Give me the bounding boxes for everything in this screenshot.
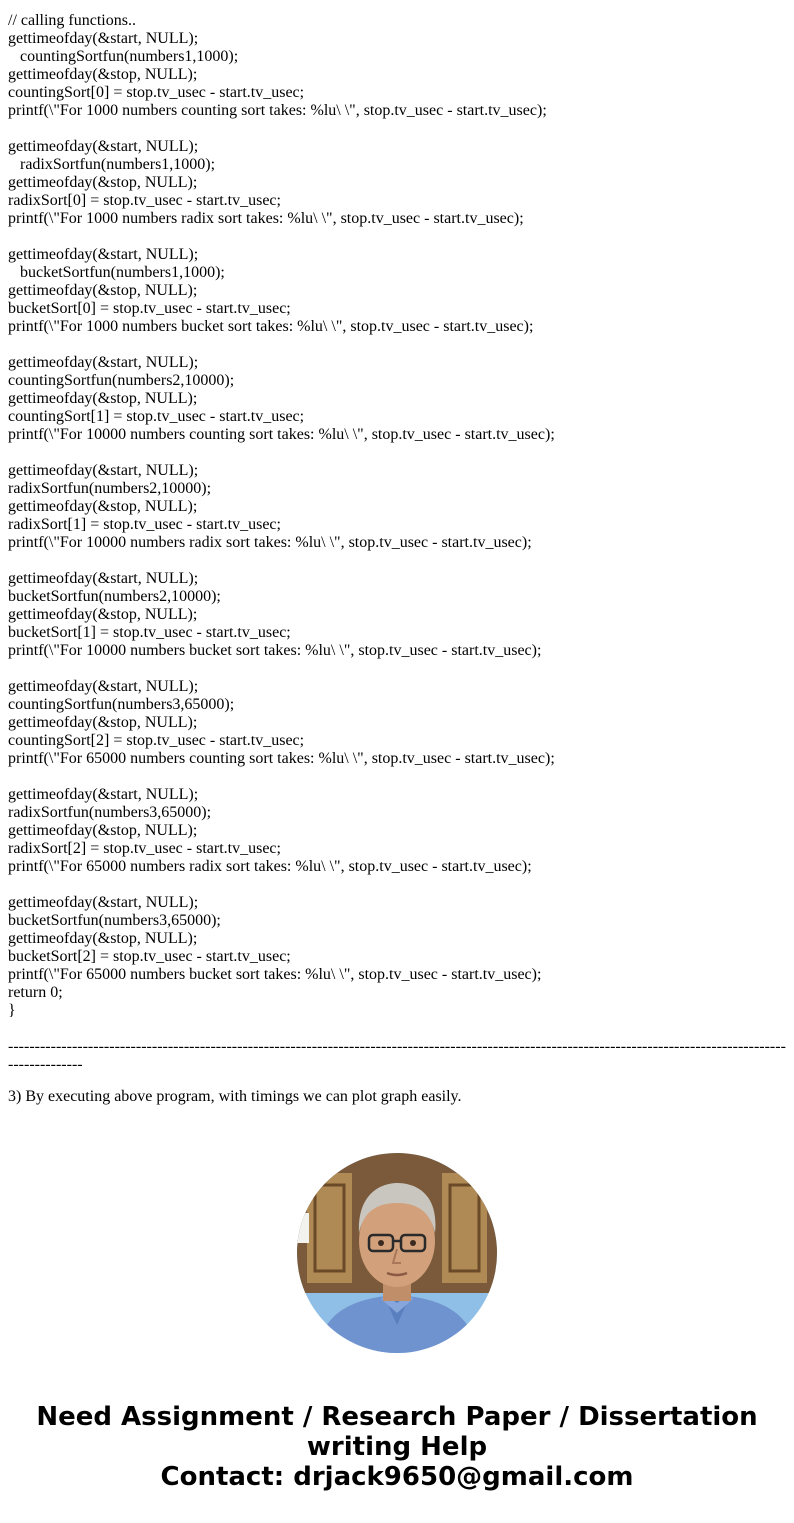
author-photo-svg (297, 1153, 497, 1353)
code-line (8, 228, 786, 246)
author-photo-icon (297, 1153, 497, 1353)
code-line: radixSort[1] = stop.tv_usec - start.tv_usec; (8, 516, 281, 533)
code-listing (8, 12, 786, 1020)
code-line: radixSortfun(numbers1,1000); (8, 156, 216, 173)
code-line: gettimeofday(&stop, NULL); (8, 174, 198, 191)
code-line: gettimeofday(&start, NULL); (8, 354, 199, 371)
code-line: printf(\"For 10000 numbers bucket sort takes: %lu\ \", stop.tv_usec - start.tv_usec); (8, 642, 542, 659)
code-line (8, 120, 786, 138)
code-line: gettimeofday(&stop, NULL); (8, 606, 198, 623)
code-line: bucketSort[1] = stop.tv_usec - start.tv_usec; (8, 624, 291, 641)
code-line: countingSort[0] = stop.tv_usec - start.tv_usec; (8, 84, 305, 101)
banner-contact: Contact: drjack9650@gmail.com (160, 1462, 634, 1492)
code-line (8, 876, 786, 894)
code-line (8, 768, 786, 786)
code-line: printf(\"For 65000 numbers bucket sort takes: %lu\ \", stop.tv_usec - start.tv_usec); (8, 966, 542, 983)
code-line (8, 660, 786, 678)
code-line: return 0; (8, 984, 63, 1001)
code-line: printf(\"For 1000 numbers counting sort takes: %lu\ \", stop.tv_usec - start.tv_usec); (8, 102, 547, 119)
code-line: radixSortfun(numbers2,10000); (8, 480, 212, 497)
code-line: } (8, 1002, 16, 1019)
code-line: printf(\"For 65000 numbers counting sort takes: %lu\ \", stop.tv_usec - start.tv_usec); (8, 750, 555, 767)
code-line: printf(\"For 65000 numbers radix sort takes: %lu\ \", stop.tv_usec - start.tv_usec); (8, 858, 532, 875)
code-line: gettimeofday(&start, NULL); (8, 786, 199, 803)
code-line: gettimeofday(&stop, NULL); (8, 498, 198, 515)
code-line: bucketSortfun(numbers2,10000); (8, 588, 221, 605)
code-line: printf(\"For 10000 numbers counting sort takes: %lu\ \", stop.tv_usec - start.tv_usec); (8, 426, 555, 443)
code-line: radixSort[2] = stop.tv_usec - start.tv_usec; (8, 840, 281, 857)
code-line: gettimeofday(&start, NULL); (8, 30, 199, 47)
promo-banner (0, 1402, 794, 1492)
banner-line-1: Need Assignment / Research Paper / Dissertation (36, 1402, 758, 1432)
code-line: gettimeofday(&stop, NULL); (8, 822, 198, 839)
code-line: bucketSort[0] = stop.tv_usec - start.tv_usec; (8, 300, 291, 317)
code-line: countingSort[1] = stop.tv_usec - start.tv_usec; (8, 408, 305, 425)
code-line: printf(\"For 1000 numbers bucket sort takes: %lu\ \", stop.tv_usec - start.tv_usec); (8, 318, 534, 335)
code-line: gettimeofday(&start, NULL); (8, 894, 199, 911)
code-line: gettimeofday(&stop, NULL); (8, 390, 198, 407)
code-line (8, 444, 786, 462)
code-line: countingSort[2] = stop.tv_usec - start.tv_usec; (8, 732, 305, 749)
code-line: countingSortfun(numbers1,1000); (8, 48, 239, 65)
code-line: gettimeofday(&start, NULL); (8, 246, 199, 263)
code-line: gettimeofday(&start, NULL); (8, 570, 199, 587)
code-line: gettimeofday(&stop, NULL); (8, 66, 198, 83)
code-line (8, 336, 786, 354)
code-line: gettimeofday(&stop, NULL); (8, 714, 198, 731)
code-line: // calling functions.. (8, 12, 136, 29)
code-line: gettimeofday(&start, NULL); (8, 678, 199, 695)
code-line (8, 552, 786, 570)
code-line: bucketSortfun(numbers3,65000); (8, 912, 221, 929)
code-line: bucketSort[2] = stop.tv_usec - start.tv_usec; (8, 948, 291, 965)
code-line: radixSortfun(numbers3,65000); (8, 804, 212, 821)
code-line: gettimeofday(&stop, NULL); (8, 930, 198, 947)
code-line: gettimeofday(&stop, NULL); (8, 282, 198, 299)
code-line: bucketSortfun(numbers1,1000); (8, 264, 225, 281)
separator-line: ---------------------------------------------------------------------------------------------------------------------------------------------------------------- (8, 1038, 786, 1073)
code-line: printf(\"For 10000 numbers radix sort takes: %lu\ \", stop.tv_usec - start.tv_usec); (8, 534, 532, 551)
code-line: countingSortfun(numbers2,10000); (8, 372, 235, 389)
code-line: printf(\"For 1000 numbers radix sort takes: %lu\ \", stop.tv_usec - start.tv_usec); (8, 210, 524, 227)
code-line: gettimeofday(&start, NULL); (8, 462, 199, 479)
code-line: gettimeofday(&start, NULL); (8, 138, 199, 155)
banner-line-2: writing Help (306, 1432, 488, 1462)
code-line: countingSortfun(numbers3,65000); (8, 696, 235, 713)
note-text: 3) By executing above program, with timings we can plot graph easily. (8, 1088, 462, 1105)
code-line: radixSort[0] = stop.tv_usec - start.tv_usec; (8, 192, 281, 209)
